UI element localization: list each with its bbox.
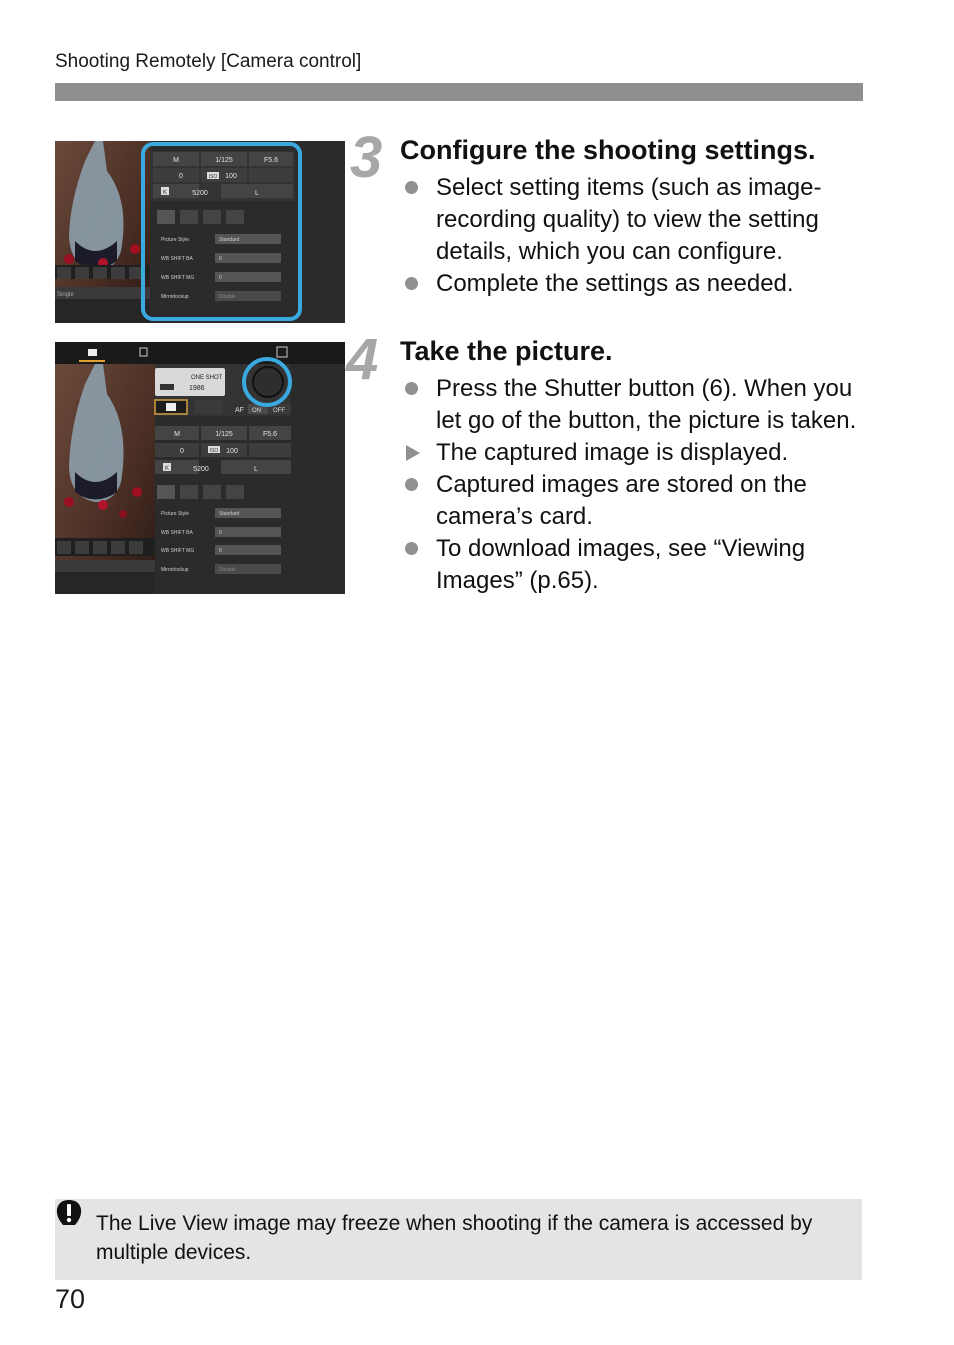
bullet-icon (405, 478, 418, 491)
shutter-screenshot-svg (55, 342, 345, 594)
af-off-label: OFF (273, 408, 285, 414)
bullet-icon (405, 277, 418, 290)
setting2-value-1: 0 (219, 530, 222, 536)
af-mode-value: ONE SHOT (191, 375, 223, 381)
list-item (400, 373, 870, 437)
setting-label-3: Mirrorlockup (161, 294, 189, 300)
step-3-number: 3 (350, 125, 383, 190)
wb-value-2: 5200 (193, 466, 209, 473)
setting-label-0: Picture Style (161, 237, 190, 243)
iso-label-2: ISO (209, 448, 219, 454)
list-item-text: To download images, see “Viewing Images” (p.65). (436, 535, 806, 594)
af-label: AF (235, 407, 244, 414)
setting-value-1: 0 (219, 256, 222, 262)
setting2-value-2: 0 (219, 548, 222, 554)
iso-value-2: 100 (226, 448, 238, 455)
list-item (400, 533, 870, 597)
bullet-icon (405, 542, 418, 555)
shutter-value-2: 1/125 (215, 431, 233, 438)
step-4-list (400, 373, 870, 597)
iso-value: 100 (225, 173, 237, 180)
step-4-title: Take the picture. (400, 336, 613, 366)
caution-note (55, 1199, 862, 1280)
battery-icon (160, 384, 174, 390)
setting2-label-2: WB SHIFT MG (161, 548, 195, 554)
exposure-comp-value: 0 (179, 173, 183, 180)
quality-value-2: L (254, 466, 258, 473)
exposure-comp-value-2: 0 (180, 448, 184, 455)
aperture-value-2: F5.6 (262, 431, 278, 438)
list-item-text: The captured image is displayed. (436, 439, 789, 466)
shutter-value: 1/125 (215, 157, 233, 164)
setting-value-0: Standard (219, 237, 240, 243)
wb-label: K (162, 190, 168, 196)
setting2-label-3: Mirrorlockup (161, 567, 189, 573)
header-bar (55, 83, 863, 101)
setting2-label-0: Picture Style (161, 511, 190, 517)
settings-screenshot (55, 141, 345, 323)
aperture-value: F5.6 (263, 157, 279, 164)
list-item-text: Select setting items (such as image-recording quality) to view the setting details, which you can configure. (436, 174, 822, 265)
setting2-label-1: WB SHIFT BA (161, 530, 193, 536)
result-arrow-icon (406, 445, 420, 461)
list-item-text: Press the Shutter button (6). When you let go of the button, the picture is taken. (436, 375, 857, 434)
drive-label: Single (57, 292, 74, 298)
shutter-screenshot (55, 342, 345, 594)
setting2-value-3: Disable (219, 567, 236, 573)
setting-label-2: WB SHIFT MG (161, 275, 195, 281)
settings-screenshot-svg (55, 141, 345, 323)
wb-label-2: K (164, 466, 170, 472)
section-title: Shooting Remotely [Camera control] (55, 51, 362, 72)
mode-value: M (173, 157, 179, 164)
shots-remaining: 1986 (189, 385, 205, 392)
bullet-icon (405, 382, 418, 395)
step-4-number: 4 (346, 327, 379, 392)
page-number: 70 (55, 1284, 86, 1314)
wb-value: 5200 (192, 190, 208, 197)
list-item (400, 469, 870, 533)
list-item-text: Complete the settings as needed. (436, 270, 794, 297)
list-item-text: Captured images are stored on the camera’s card. (436, 471, 807, 530)
step-3-list (400, 172, 870, 300)
mode-value-2: M (174, 431, 180, 438)
setting-value-3: Disable (219, 294, 236, 300)
shutter-button[interactable] (253, 367, 283, 397)
setting2-value-0: Standard (219, 511, 240, 517)
iso-label: ISO (208, 174, 218, 180)
camera-tab-icon (88, 349, 97, 356)
list-item (400, 172, 870, 268)
af-on-label: ON (252, 408, 261, 414)
live-view-icon (166, 403, 176, 411)
setting-value-2: 0 (219, 275, 222, 281)
caution-text: The Live View image may freeze when shooting if the camera is accessed by multiple devices. (96, 1212, 813, 1264)
quality-value: L (255, 190, 259, 197)
bullet-icon (405, 181, 418, 194)
setting-label-1: WB SHIFT BA (161, 256, 193, 262)
list-item (400, 268, 870, 300)
list-item (400, 437, 870, 469)
caution-icon (55, 1199, 83, 1227)
step-3-title: Configure the shooting settings. (400, 135, 816, 165)
